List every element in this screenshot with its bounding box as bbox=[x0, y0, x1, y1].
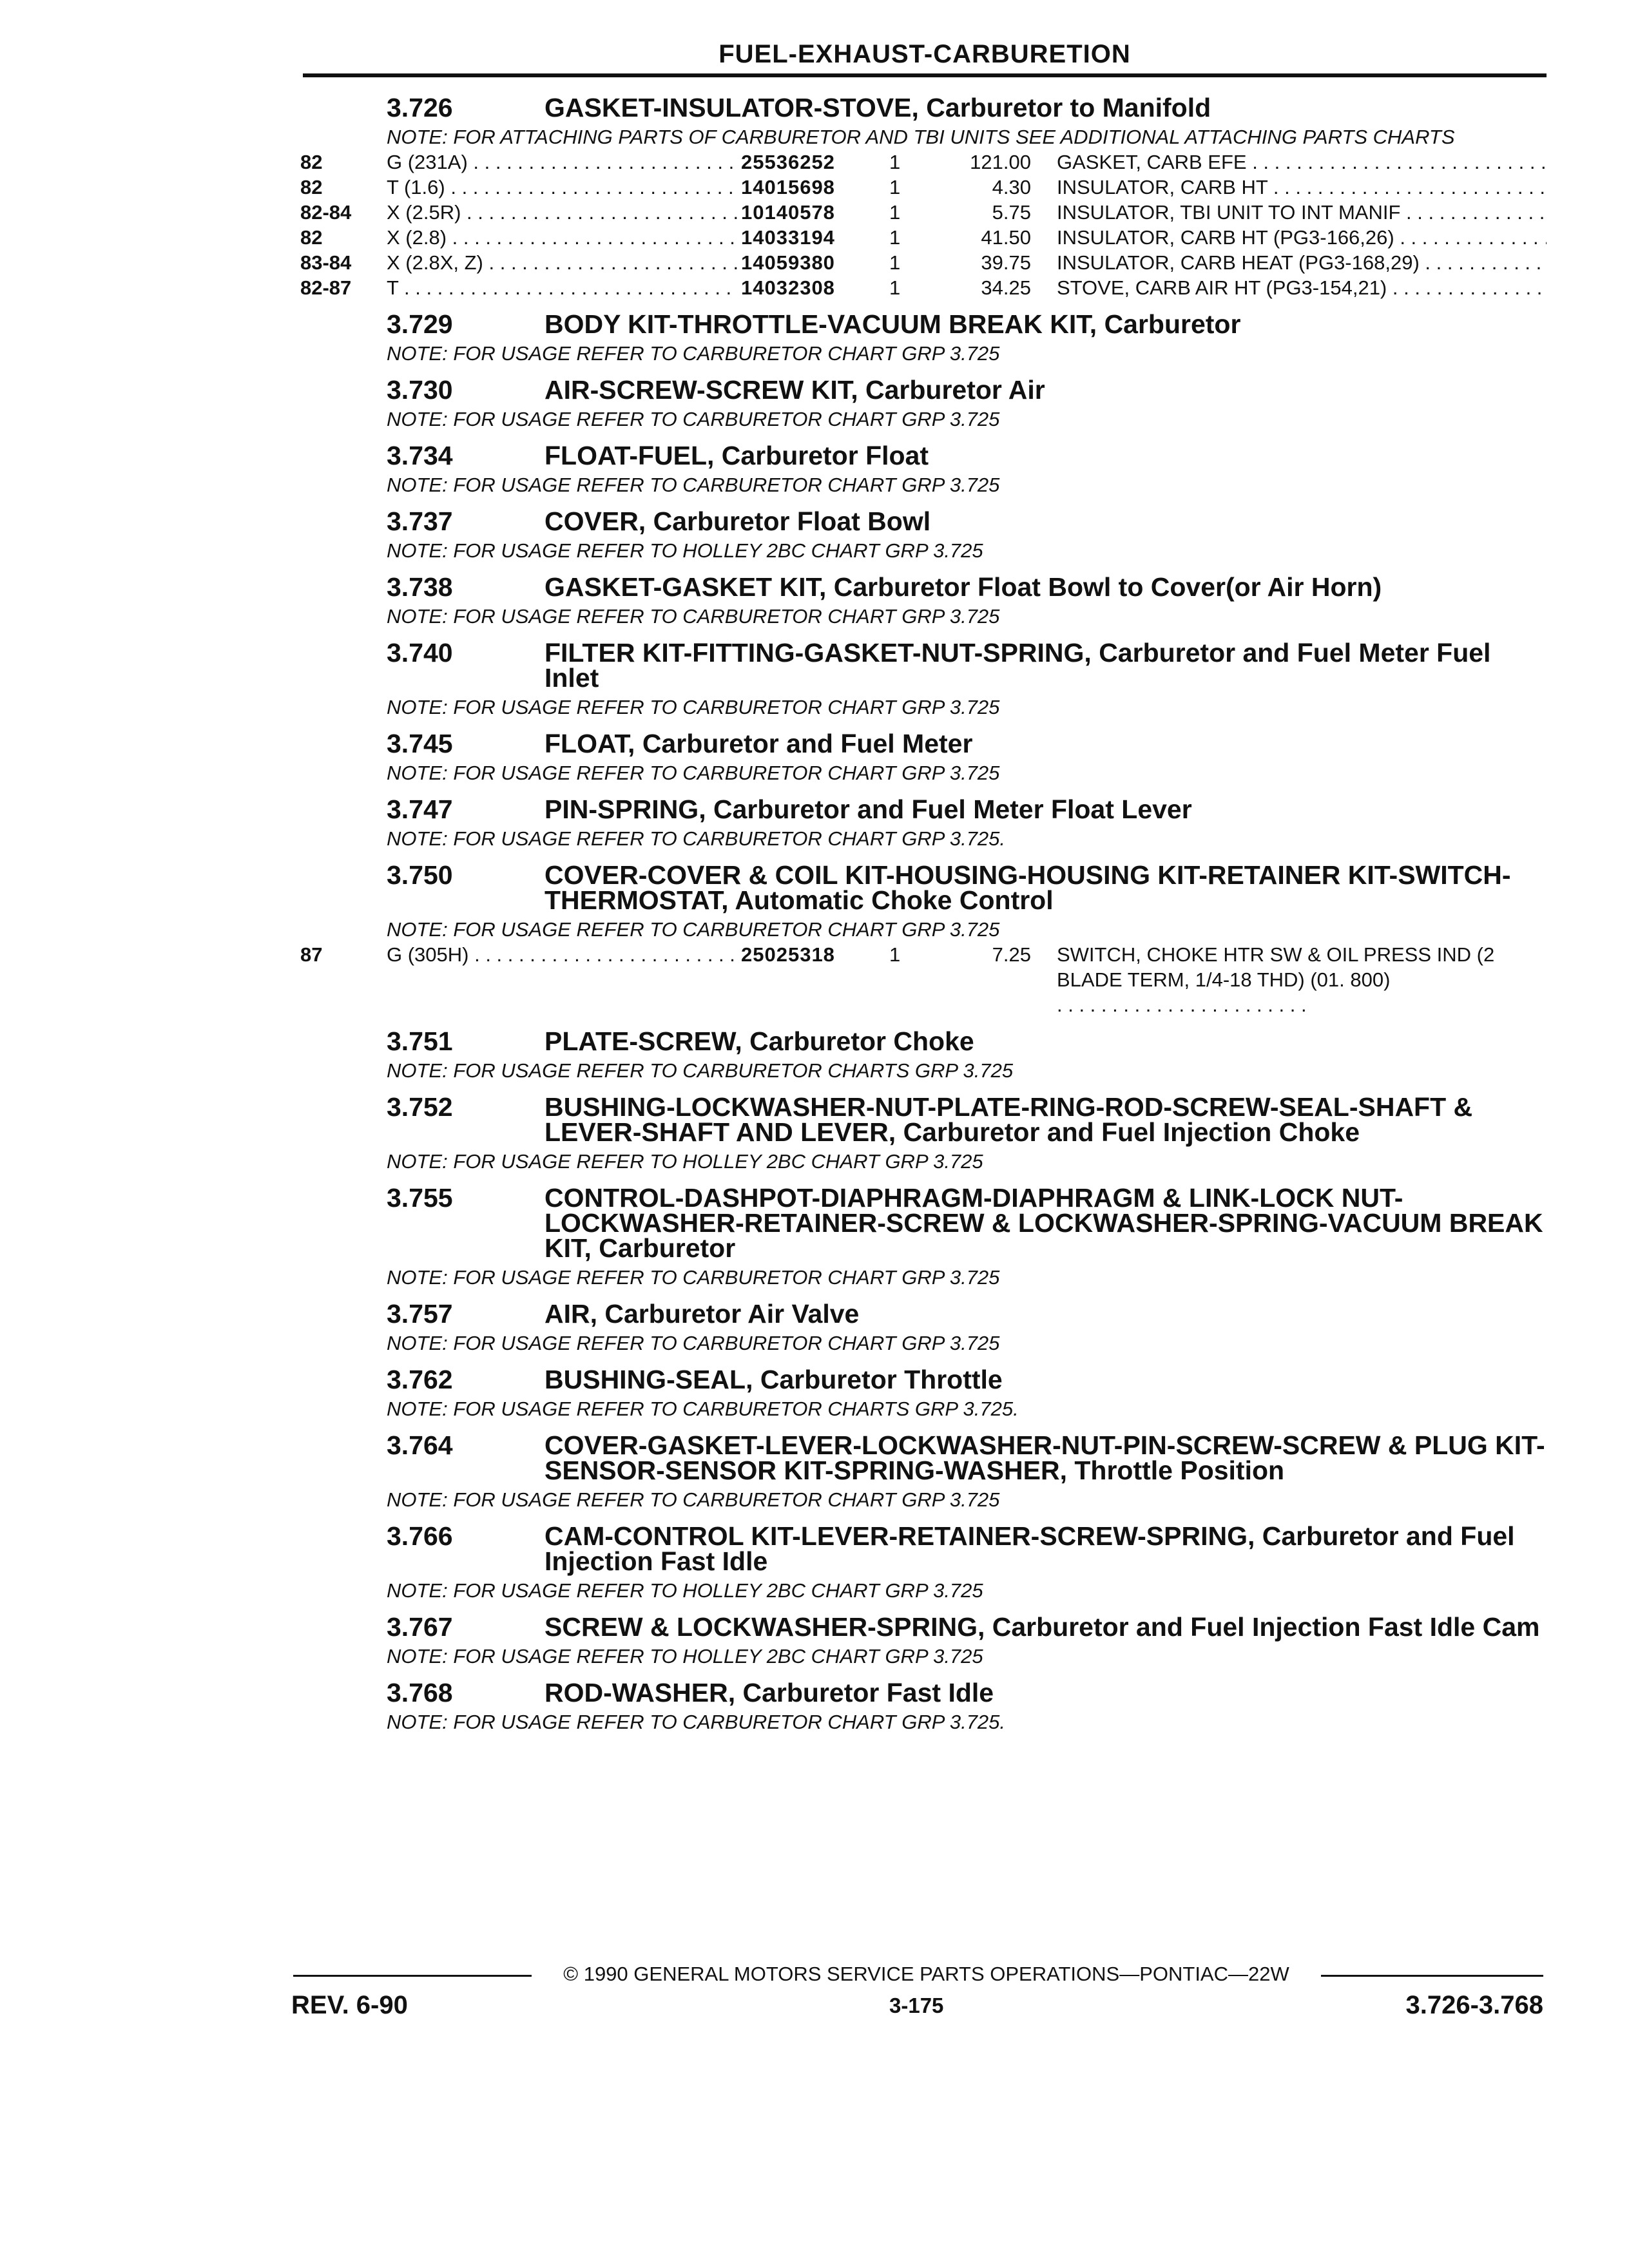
catalog-section bbox=[303, 1183, 1547, 1290]
section-heading bbox=[303, 1612, 1547, 1640]
section-title: AIR, Carburetor Air Valve bbox=[545, 1299, 860, 1329]
footer-page-number: 3-175 bbox=[889, 1994, 944, 2017]
section-title: COVER, Carburetor Float Bowl bbox=[545, 506, 931, 536]
catalog-section bbox=[303, 1299, 1547, 1356]
quantity: 1 bbox=[889, 151, 901, 173]
part-description-text: STOVE, CARB AIR HT (PG3-154,21) . . . bbox=[1057, 276, 1547, 299]
usage-note: NOTE: FOR USAGE REFER TO HOLLEY 2BC CHART GRP 3.725 bbox=[387, 1645, 983, 1667]
part-number: 14059380 bbox=[741, 251, 835, 274]
engine-code: T (1.6) . . . bbox=[387, 175, 738, 200]
quantity: 1 bbox=[889, 226, 901, 249]
usage-note: NOTE: FOR USAGE REFER TO CARBURETOR CHARTS GRP 3.725. bbox=[387, 1398, 1019, 1420]
usage-note: NOTE: FOR USAGE REFER TO CARBURETOR CHART GRP 3.725. bbox=[387, 827, 1006, 850]
part-description bbox=[1057, 149, 1547, 175]
part-row bbox=[300, 225, 1547, 250]
section-title: BODY KIT-THROTTLE-VACUUM BREAK KIT, Carburetor bbox=[545, 309, 1241, 339]
section-title: BUSHING-LOCKWASHER-NUT-PLATE-RING-ROD-SCREW-SEAL-SHAFT & LEVER-SHAFT AND LEVER, Carburetor and Fuel Injection Choke bbox=[545, 1092, 1473, 1147]
catalog-section bbox=[300, 93, 1547, 300]
part-number: 25025318 bbox=[741, 943, 835, 966]
section-title: CAM-CONTROL KIT-LEVER-RETAINER-SCREW-SPRING, Carburetor and Fuel Injection Fast Idle bbox=[545, 1521, 1515, 1576]
model-year: 83-84 bbox=[300, 251, 352, 274]
section-heading bbox=[303, 441, 1547, 468]
section-title: FLOAT-FUEL, Carburetor Float bbox=[545, 441, 929, 470]
part-description bbox=[1057, 225, 1547, 250]
catalog-content bbox=[300, 84, 1547, 1744]
list-price: 5.75 bbox=[992, 201, 1031, 224]
usage-note: NOTE: FOR USAGE REFER TO CARBURETOR CHART GRP 3.725 bbox=[387, 342, 1000, 365]
section-heading bbox=[303, 1183, 1547, 1261]
part-description bbox=[1057, 942, 1553, 1017]
footer-copyright: © 1990 GENERAL MOTORS SERVICE PARTS OPERATIONS—PONTIAC—22W bbox=[563, 1963, 1289, 1985]
part-description-text: INSULATOR, CARB HT . . . bbox=[1057, 176, 1547, 198]
quantity: 1 bbox=[889, 201, 901, 224]
part-description bbox=[1057, 250, 1547, 275]
catalog-section bbox=[303, 375, 1547, 432]
section-title: FLOAT, Carburetor and Fuel Meter bbox=[545, 729, 973, 758]
section-heading bbox=[303, 309, 1547, 337]
group-number: 3.751 bbox=[387, 1026, 453, 1056]
part-description bbox=[1057, 200, 1547, 225]
part-number: 14033194 bbox=[741, 226, 835, 249]
group-number: 3.766 bbox=[387, 1521, 453, 1551]
section-heading bbox=[303, 1678, 1547, 1706]
catalog-section bbox=[303, 1612, 1547, 1669]
engine-code: G (231A) . . . bbox=[387, 149, 738, 175]
part-row bbox=[300, 200, 1547, 225]
catalog-section bbox=[300, 860, 1547, 1017]
group-number: 3.755 bbox=[387, 1183, 453, 1213]
usage-note: NOTE: FOR USAGE REFER TO CARBURETOR CHART GRP 3.725 bbox=[387, 1266, 1000, 1289]
list-price: 4.30 bbox=[992, 176, 1031, 198]
engine-code: X (2.5R) . . . bbox=[387, 200, 738, 225]
part-row bbox=[300, 149, 1547, 175]
group-number: 3.757 bbox=[387, 1299, 453, 1329]
usage-note: NOTE: FOR USAGE REFER TO CARBURETOR CHART GRP 3.725 bbox=[387, 1332, 1000, 1354]
usage-note: NOTE: FOR ATTACHING PARTS OF CARBURETOR AND TBI UNITS SEE ADDITIONAL ATTACHING PARTS CHARTS bbox=[387, 126, 1455, 148]
group-number: 3.752 bbox=[387, 1092, 453, 1122]
list-price: 7.25 bbox=[992, 943, 1031, 966]
section-heading bbox=[303, 729, 1547, 756]
footer-rule-left bbox=[293, 1975, 532, 1977]
part-number: 14015698 bbox=[741, 176, 835, 198]
section-heading bbox=[303, 638, 1547, 691]
group-number: 3.764 bbox=[387, 1430, 453, 1460]
part-description bbox=[1057, 175, 1547, 200]
section-heading bbox=[303, 1430, 1547, 1483]
quantity: 1 bbox=[889, 943, 901, 966]
group-number: 3.730 bbox=[387, 375, 453, 405]
usage-note: NOTE: FOR USAGE REFER TO CARBURETOR CHART GRP 3.725 bbox=[387, 762, 1000, 784]
part-row bbox=[300, 175, 1547, 200]
part-description-text: SWITCH, CHOKE HTR SW & OIL PRESS IND (2 BLADE TERM, 1/4-18 THD) (01. 800) bbox=[1057, 943, 1495, 991]
quantity: 1 bbox=[889, 176, 901, 198]
engine-code: X (2.8X, Z) . . . bbox=[387, 250, 738, 275]
group-number: 3.729 bbox=[387, 309, 453, 339]
engine-code: T . . . bbox=[387, 275, 738, 300]
section-title: FILTER KIT-FITTING-GASKET-NUT-SPRING, Carburetor and Fuel Meter Fuel Inlet bbox=[545, 638, 1491, 693]
group-number: 3.762 bbox=[387, 1365, 453, 1394]
section-heading bbox=[303, 572, 1547, 600]
part-description bbox=[1057, 275, 1547, 300]
usage-note: NOTE: FOR USAGE REFER TO HOLLEY 2BC CHART GRP 3.725 bbox=[387, 539, 983, 562]
usage-note: NOTE: FOR USAGE REFER TO CARBURETOR CHART GRP 3.725 bbox=[387, 1488, 1000, 1511]
section-title: SCREW & LOCKWASHER-SPRING, Carburetor and Fuel Injection Fast Idle Cam bbox=[545, 1612, 1540, 1642]
model-year: 82 bbox=[300, 151, 323, 173]
section-title: BUSHING-SEAL, Carburetor Throttle bbox=[545, 1365, 1003, 1394]
model-year: 82-84 bbox=[300, 201, 352, 224]
usage-note: NOTE: FOR USAGE REFER TO CARBURETOR CHART GRP 3.725 bbox=[387, 605, 1000, 628]
catalog-section bbox=[303, 1430, 1547, 1512]
group-number: 3.738 bbox=[387, 572, 453, 602]
part-row bbox=[300, 275, 1547, 300]
list-price: 39.75 bbox=[981, 251, 1031, 274]
footer-revision: REV. 6-90 bbox=[291, 1991, 408, 2019]
group-number: 3.745 bbox=[387, 729, 453, 758]
group-number: 3.737 bbox=[387, 506, 453, 536]
page-header-title: FUEL-EXHAUST-CARBURETION bbox=[718, 40, 1131, 68]
section-heading bbox=[303, 794, 1547, 822]
footer-rule-right bbox=[1321, 1975, 1543, 1977]
usage-note: NOTE: FOR USAGE REFER TO CARBURETOR CHART GRP 3.725. bbox=[387, 1711, 1006, 1733]
parts-list bbox=[300, 942, 1547, 1017]
parts-list bbox=[300, 149, 1547, 300]
header-rule bbox=[303, 73, 1547, 77]
group-number: 3.747 bbox=[387, 794, 453, 824]
catalog-section bbox=[303, 506, 1547, 563]
section-title: AIR-SCREW-SCREW KIT, Carburetor Air bbox=[545, 375, 1045, 405]
quantity: 1 bbox=[889, 251, 901, 274]
section-title: GASKET-INSULATOR-STOVE, Carburetor to Manifold bbox=[545, 93, 1211, 122]
section-heading bbox=[303, 1026, 1547, 1054]
part-row bbox=[300, 250, 1547, 275]
group-number: 3.740 bbox=[387, 638, 453, 668]
model-year: 82 bbox=[300, 176, 323, 198]
catalog-section bbox=[303, 309, 1547, 366]
engine-code: X (2.8) . . . bbox=[387, 225, 738, 250]
section-heading bbox=[303, 1521, 1547, 1574]
section-title: CONTROL-DASHPOT-DIAPHRAGM-DIAPHRAGM & LINK-LOCK NUT-LOCKWASHER-RETAINER-SCREW & LOCKWASHER-SPRING-VACUUM BREAK KIT, Carburetor bbox=[545, 1183, 1543, 1263]
catalog-section bbox=[303, 638, 1547, 720]
section-heading bbox=[303, 1365, 1547, 1392]
catalog-section bbox=[303, 1026, 1547, 1083]
part-number: 10140578 bbox=[741, 201, 835, 224]
section-heading bbox=[303, 93, 1547, 120]
footer-group-range: 3.726-3.768 bbox=[1405, 1991, 1543, 2019]
engine-code: G (305H) . . . bbox=[387, 942, 738, 967]
usage-note: NOTE: FOR USAGE REFER TO CARBURETOR CHART GRP 3.725 bbox=[387, 696, 1000, 718]
catalog-section bbox=[303, 441, 1547, 497]
part-number: 14032308 bbox=[741, 276, 835, 299]
part-number: 25536252 bbox=[741, 151, 835, 173]
usage-note: NOTE: FOR USAGE REFER TO CARBURETOR CHARTS GRP 3.725 bbox=[387, 1059, 1014, 1082]
usage-note: NOTE: FOR USAGE REFER TO HOLLEY 2BC CHART GRP 3.725 bbox=[387, 1579, 983, 1602]
section-title: COVER-GASKET-LEVER-LOCKWASHER-NUT-PIN-SCREW-SCREW & PLUG KIT-SENSOR-SENSOR KIT-SPRING-WASHER, Throttle Position bbox=[545, 1430, 1545, 1485]
section-title: COVER-COVER & COIL KIT-HOUSING-HOUSING KIT-RETAINER KIT-SWITCH-THERMOSTAT, Automatic Choke Control bbox=[545, 860, 1511, 915]
quantity: 1 bbox=[889, 276, 901, 299]
catalog-section bbox=[303, 1365, 1547, 1421]
usage-note: NOTE: FOR USAGE REFER TO CARBURETOR CHART GRP 3.725 bbox=[387, 918, 1000, 941]
section-title: PLATE-SCREW, Carburetor Choke bbox=[545, 1026, 974, 1056]
model-year: 87 bbox=[300, 943, 323, 966]
section-heading bbox=[303, 1092, 1547, 1145]
section-title: PIN-SPRING, Carburetor and Fuel Meter Float Lever bbox=[545, 794, 1192, 824]
group-number: 3.768 bbox=[387, 1678, 453, 1707]
group-number: 3.726 bbox=[387, 93, 453, 122]
catalog-section bbox=[303, 1521, 1547, 1603]
list-price: 34.25 bbox=[981, 276, 1031, 299]
leader-dots: . . . . . . . . . . . . . . . . . . . . . . . bbox=[1057, 994, 1307, 1016]
part-description-text: GASKET, CARB EFE . . . bbox=[1057, 151, 1547, 173]
section-title: ROD-WASHER, Carburetor Fast Idle bbox=[545, 1678, 994, 1707]
model-year: 82 bbox=[300, 226, 323, 249]
catalog-section bbox=[303, 794, 1547, 851]
part-description-text: INSULATOR, TBI UNIT TO INT MANIF . . . bbox=[1057, 201, 1547, 224]
group-number: 3.767 bbox=[387, 1612, 453, 1642]
part-description-text: INSULATOR, CARB HEAT (PG3-168,29) . . . bbox=[1057, 251, 1547, 274]
usage-note: NOTE: FOR USAGE REFER TO CARBURETOR CHART GRP 3.725 bbox=[387, 408, 1000, 430]
part-description-text: INSULATOR, CARB HT (PG3-166,26) . . . bbox=[1057, 226, 1547, 249]
group-number: 3.750 bbox=[387, 860, 453, 890]
catalog-section bbox=[303, 1092, 1547, 1174]
usage-note: NOTE: FOR USAGE REFER TO CARBURETOR CHART GRP 3.725 bbox=[387, 474, 1000, 496]
section-heading bbox=[303, 506, 1547, 534]
part-row bbox=[300, 942, 1547, 1017]
model-year: 82-87 bbox=[300, 276, 352, 299]
catalog-section bbox=[303, 1678, 1547, 1735]
section-heading bbox=[303, 860, 1547, 913]
section-heading bbox=[303, 375, 1547, 403]
catalog-section bbox=[303, 572, 1547, 629]
section-title: GASKET-GASKET KIT, Carburetor Float Bowl to Cover(or Air Horn) bbox=[545, 572, 1382, 602]
catalog-section bbox=[303, 729, 1547, 785]
list-price: 41.50 bbox=[981, 226, 1031, 249]
section-heading bbox=[303, 1299, 1547, 1327]
group-number: 3.734 bbox=[387, 441, 453, 470]
usage-note: NOTE: FOR USAGE REFER TO HOLLEY 2BC CHART GRP 3.725 bbox=[387, 1150, 983, 1173]
list-price: 121.00 bbox=[970, 151, 1031, 173]
